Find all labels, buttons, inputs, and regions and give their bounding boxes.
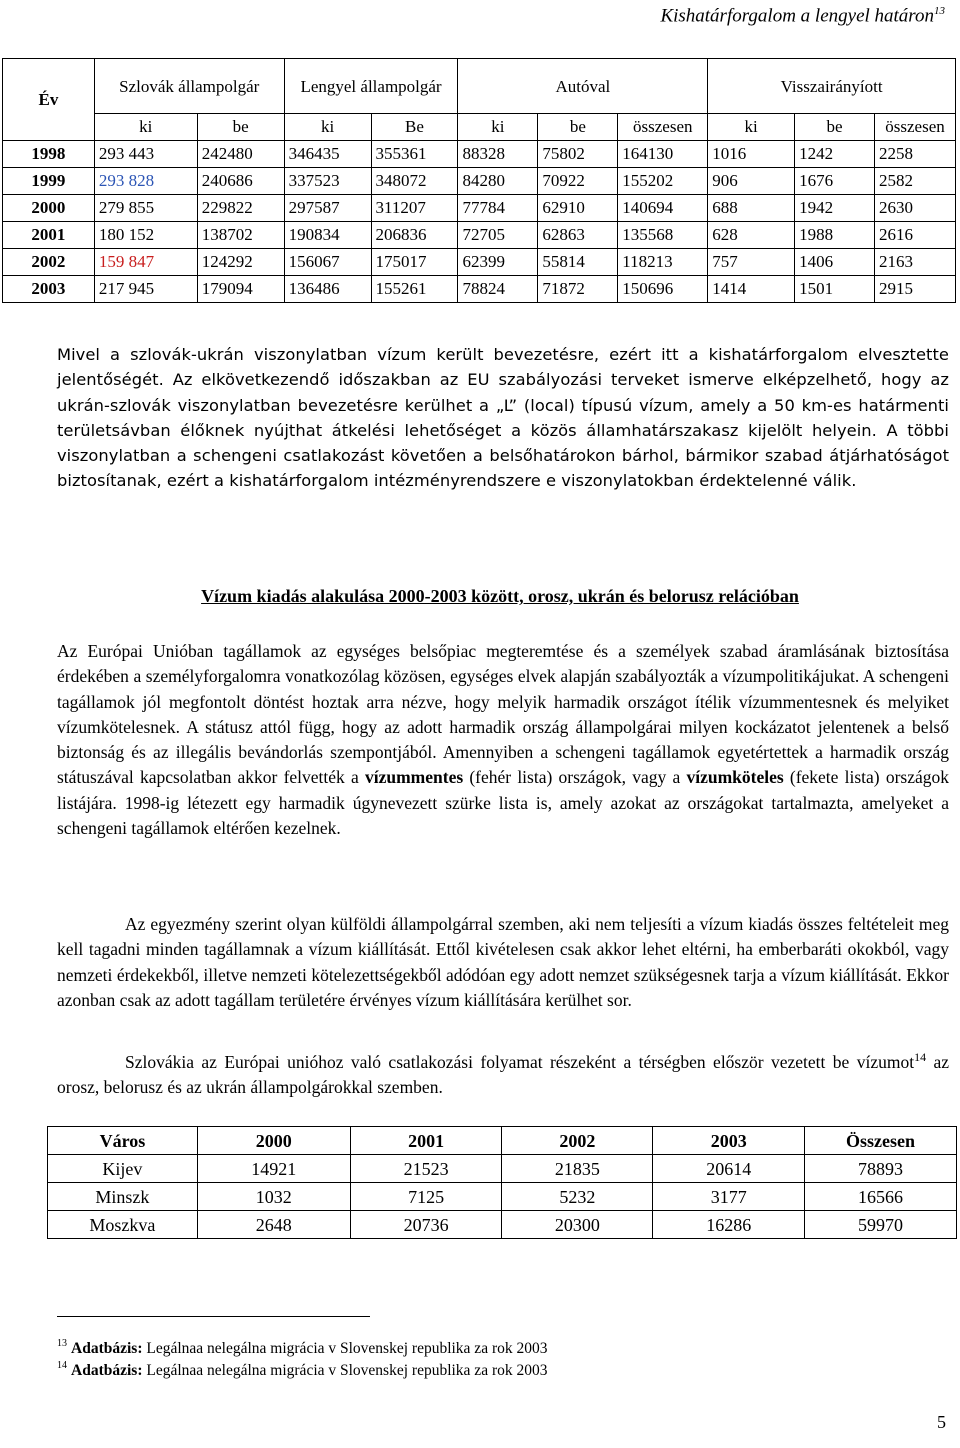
year-cell: 2003 — [3, 276, 95, 303]
table-cell: 217 945 — [94, 276, 197, 303]
table-cell: 279 855 — [94, 195, 197, 222]
page-title — [0, 5, 945, 27]
subheader-cell: összesen — [874, 114, 955, 141]
footnote-label: Adatbázis: — [71, 1362, 143, 1379]
table-cell: 757 — [708, 249, 795, 276]
table-cell: 1016 — [708, 141, 795, 168]
visa-issuance-table — [47, 1126, 957, 1239]
table-group-header-row — [3, 59, 956, 114]
section-heading: Vízum kiadás alakulása 2000-2003 között, orosz, ukrán és belorusz relációban — [201, 586, 799, 606]
column-header: 2002 — [502, 1127, 653, 1155]
subheader-cell: ki — [94, 114, 197, 141]
column-header: 2003 — [653, 1127, 805, 1155]
table-row — [3, 222, 956, 249]
table-cell: 2582 — [874, 168, 955, 195]
footnote-13 — [57, 1340, 547, 1358]
table-cell: 2258 — [874, 141, 955, 168]
table-cell: 337523 — [284, 168, 371, 195]
bold-term-visa-free: vízummentes — [364, 767, 464, 788]
table-cell: 311207 — [371, 195, 458, 222]
table-cell: 1942 — [795, 195, 875, 222]
paragraph-slovakia — [57, 1050, 949, 1101]
table-cell: 628 — [708, 222, 795, 249]
table-cell: 124292 — [197, 249, 284, 276]
footnote-number: 14 — [57, 1360, 67, 1371]
footnote-text: Legálnaa nelegálna migrácia v Slovenskej republika za rok 2003 — [142, 1340, 548, 1357]
table-row — [48, 1183, 957, 1211]
footnote-ref-13: 13 — [934, 5, 945, 17]
table-cell: 20614 — [653, 1155, 805, 1183]
year-cell: 2001 — [3, 222, 95, 249]
table-cell: 906 — [708, 168, 795, 195]
table-cell: 355361 — [371, 141, 458, 168]
table-cell: 20736 — [350, 1211, 502, 1239]
footnote-divider — [57, 1316, 370, 1317]
table-cell: 78893 — [805, 1155, 957, 1183]
table-cell: 155202 — [618, 168, 708, 195]
year-header: Év — [3, 59, 95, 141]
table-cell: 156067 — [284, 249, 371, 276]
table-cell: 346435 — [284, 141, 371, 168]
subheader-cell: ki — [284, 114, 371, 141]
table-cell: 2648 — [197, 1211, 350, 1239]
table-row — [3, 195, 956, 222]
table-cell: 75802 — [538, 141, 618, 168]
subheader-cell: Be — [371, 114, 458, 141]
table-subheader-row — [3, 114, 956, 141]
group-header-car: Autóval — [458, 59, 708, 114]
table-cell: 3177 — [653, 1183, 805, 1211]
footnote-14 — [57, 1362, 547, 1380]
table-cell: 59970 — [805, 1211, 957, 1239]
table-cell: 175017 — [371, 249, 458, 276]
year-cell: 2002 — [3, 249, 95, 276]
table-cell: 293 443 — [94, 141, 197, 168]
table-cell: 136486 — [284, 276, 371, 303]
border-crossing-table — [2, 58, 956, 303]
table-cell: 688 — [708, 195, 795, 222]
column-header: Összesen — [805, 1127, 957, 1155]
table-cell: 155261 — [371, 276, 458, 303]
table-row — [48, 1211, 957, 1239]
table-cell: 118213 — [618, 249, 708, 276]
bold-term-visa-required: vízumköteles — [686, 767, 784, 788]
table-cell: 1501 — [795, 276, 875, 303]
table-cell: 180 152 — [94, 222, 197, 249]
table-cell: 21835 — [502, 1155, 653, 1183]
table-cell: 140694 — [618, 195, 708, 222]
year-cell: 1998 — [3, 141, 95, 168]
page-number: 5 — [937, 1412, 946, 1432]
table-cell: 1242 — [795, 141, 875, 168]
subheader-cell: összesen — [618, 114, 708, 141]
table-cell: 72705 — [458, 222, 538, 249]
table-row — [3, 168, 956, 195]
table-cell-highlight: 293 828 — [94, 168, 197, 195]
city-cell: Kijev — [48, 1155, 198, 1183]
table-cell: 88328 — [458, 141, 538, 168]
table-row — [48, 1155, 957, 1183]
subheader-cell: ki — [708, 114, 795, 141]
paragraph-kishatar: Mivel a szlovák-ukrán viszonylatban vízum került bevezetésre, ezért itt a kishatárforgalom elvesztette jelentőségét. Az elkövetkezendő időszakban az EU szabályozási terveket ismerve elképzelhető, hogy az ukrán-szlovák viszonylatban bevezetésre kerülhet a „L” (local) típusú vízum, amely a 50 km-es határmenti területsávban élőknek nyújthat átkelési lehetőséget a közös államhatárszakasz kijelölt helyein. A többi viszonylatban a schengeni csatlakozást követően a belsőhatárokon bárhol, bármikor szabad átjárhatóságot biztosítanak, ezért a kishatárforgalom intézményrendszere e viszonylatokban érdektelenné válik. — [57, 345, 949, 491]
paragraph-text: Szlovákia az Európai unióhoz való csatlakozási folyamat részeként a térségben először vezetett be vízumot — [125, 1052, 915, 1072]
table-cell: 150696 — [618, 276, 708, 303]
table-cell: 135568 — [618, 222, 708, 249]
table-cell: 164130 — [618, 141, 708, 168]
table-cell: 70922 — [538, 168, 618, 195]
table-cell: 62399 — [458, 249, 538, 276]
table-cell: 16286 — [653, 1211, 805, 1239]
table-row — [3, 276, 956, 303]
footnote-text: Legálnaa nelegálna migrácia v Slovenskej republika za rok 2003 — [142, 1362, 548, 1379]
subheader-cell: ki — [458, 114, 538, 141]
table-cell: 1414 — [708, 276, 795, 303]
table-cell: 1676 — [795, 168, 875, 195]
subheader-cell: be — [197, 114, 284, 141]
year-cell: 1999 — [3, 168, 95, 195]
city-cell: Moszkva — [48, 1211, 198, 1239]
year-cell: 2000 — [3, 195, 95, 222]
table-cell: 240686 — [197, 168, 284, 195]
table-cell: 16566 — [805, 1183, 957, 1211]
table-cell: 179094 — [197, 276, 284, 303]
table-cell: 1032 — [197, 1183, 350, 1211]
column-header: Város — [48, 1127, 198, 1155]
paragraph-agreement: Az egyezmény szerint olyan külföldi állampolgárral szemben, aki nem teljesíti a vízum kiadás összes feltételeit meg kell tagadni minden tagállamnak a vízum kiállítását. Ettől kivételesen csak akkor lehet eltérni, ha emberbaráti okokból, vagy nemzeti érdekekből, illetve nemzeti kötelezettségekből adódóan egy adott nemzet szükségesnek tarja a vízum kiállítását. Ekkor azonban csak az adott tagállam területére érvényes vízum kiállítására kerülhet sor. — [57, 914, 949, 1010]
page-title-text: Kishatárforgalom a lengyel határon — [660, 5, 934, 27]
table-cell: 1406 — [795, 249, 875, 276]
table-cell: 5232 — [502, 1183, 653, 1211]
table-row — [3, 249, 956, 276]
table-cell: 71872 — [538, 276, 618, 303]
table-cell: 1988 — [795, 222, 875, 249]
paragraph-text: az orosz, belorusz és az ukrán állampolgárokkal szemben. — [57, 1052, 949, 1098]
city-cell: Minszk — [48, 1183, 198, 1211]
footnote-ref-14: 14 — [914, 1050, 927, 1064]
table-cell: 2616 — [874, 222, 955, 249]
table-cell: 348072 — [371, 168, 458, 195]
table-cell: 138702 — [197, 222, 284, 249]
subheader-cell: be — [538, 114, 618, 141]
table-cell-highlight: 159 847 — [94, 249, 197, 276]
table-cell: 2915 — [874, 276, 955, 303]
table-cell: 229822 — [197, 195, 284, 222]
paragraph-text: Az Európai Unióban tagállamok az egységes belsőpiac megteremtése és a személyek szabad áramlásának biztosítása érdekében a személyforgalomra vonatkozólag közösen, egységes elvek alapján szabályozták a vízumpolitikájukat. A schengeni tagállamok jól megfontolt döntést hoztak arra nézve, hogy melyik harmadik országot ítélik vízummentesnek és melyiket vízumkötelesnek. A státusz attól függ, hogy az adott harmadik ország állampolgárai milyen kockázatot jelentenek a belső biztonság és az illegális bevándorlás szempontjából. Amennyiben a schengeni tagállamok egyetértettek a harmadik ország státuszával kapcsolatban akkor felvették a — [57, 641, 949, 788]
table-cell: 190834 — [284, 222, 371, 249]
table-cell: 77784 — [458, 195, 538, 222]
table-cell: 7125 — [350, 1183, 502, 1211]
column-header: 2000 — [197, 1127, 350, 1155]
table-cell: 297587 — [284, 195, 371, 222]
group-header-slovak: Szlovák állampolgár — [94, 59, 284, 114]
paragraph-text: (fehér lista) országok, vagy a — [463, 767, 687, 788]
group-header-polish: Lengyel állampolgár — [284, 59, 458, 114]
paragraph-text: (fekete lista) országok listájára. 1998-ig létezett egy harmadik úgynevezett szürke lista is, amely azokat az országokat tartalmazta, amelyeket a schengeni tagállamok eltérően kezelnek. — [57, 767, 950, 839]
table-cell: 206836 — [371, 222, 458, 249]
paragraph-visa-policy — [57, 639, 949, 841]
table-cell: 78824 — [458, 276, 538, 303]
table-cell: 14921 — [197, 1155, 350, 1183]
table-cell: 62863 — [538, 222, 618, 249]
subheader-cell: be — [795, 114, 875, 141]
table-cell: 21523 — [350, 1155, 502, 1183]
table-header-row — [48, 1127, 957, 1155]
footnote-label: Adatbázis: — [71, 1340, 143, 1357]
table-cell: 2163 — [874, 249, 955, 276]
column-header: 2001 — [350, 1127, 502, 1155]
table-cell: 20300 — [502, 1211, 653, 1239]
table-cell: 62910 — [538, 195, 618, 222]
table-cell: 84280 — [458, 168, 538, 195]
group-header-returned: Visszairányíott — [708, 59, 956, 114]
table-cell: 55814 — [538, 249, 618, 276]
table-cell: 2630 — [874, 195, 955, 222]
footnote-number: 13 — [57, 1338, 67, 1349]
table-cell: 242480 — [197, 141, 284, 168]
table-row — [3, 141, 956, 168]
